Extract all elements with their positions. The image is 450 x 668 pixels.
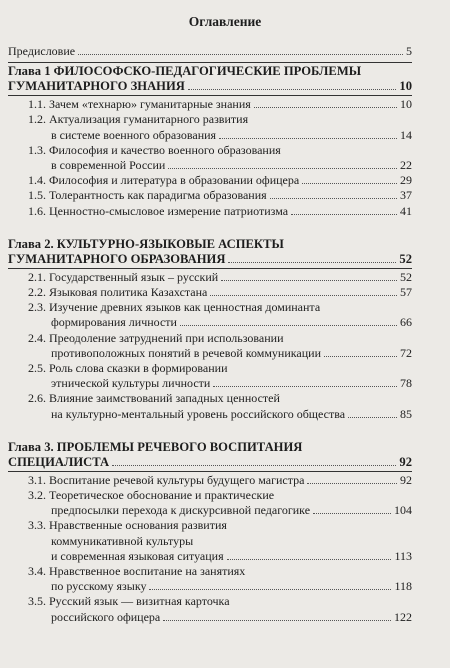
- toc-entry-line: [8, 549, 412, 564]
- toc-entry[interactable]: [8, 204, 412, 219]
- separator-line: [8, 95, 412, 96]
- toc-entry-line: [8, 579, 412, 594]
- chapter-list: [8, 62, 412, 625]
- toc-entry-line: [8, 407, 412, 422]
- toc-entry-text: 1.5. Толерантность как парадигма образования: [28, 188, 267, 203]
- toc-entry-page: 92: [400, 472, 412, 487]
- toc-entry-preface[interactable]: [8, 44, 412, 59]
- toc-entry-text: 1.6. Ценностно-смысловое измерение патриотизма: [28, 203, 289, 218]
- toc-entry-page: 78: [400, 376, 412, 391]
- dot-leader: [313, 513, 391, 514]
- toc-entry-line: [8, 128, 412, 143]
- toc-entry-page: 37: [400, 188, 412, 203]
- chapter-2: [8, 237, 412, 422]
- toc-entry-line: [8, 97, 412, 112]
- toc-entry-text: 2.2. Языковая политика Казахстана: [28, 285, 208, 300]
- toc-entry-line: [8, 346, 412, 361]
- chapter-page: 52: [399, 251, 412, 266]
- toc-entry[interactable]: [8, 270, 412, 285]
- dot-leader: [324, 356, 397, 357]
- toc-entry[interactable]: [8, 594, 412, 624]
- dot-leader: [213, 386, 397, 387]
- dot-leader: [149, 589, 391, 590]
- chapter-title-text: СПЕЦИАЛИСТА: [8, 454, 110, 469]
- chapter-3: [8, 440, 412, 625]
- toc-entry-text: российского офицера: [51, 609, 161, 624]
- dot-leader: [307, 483, 397, 484]
- toc-entry[interactable]: [8, 473, 412, 488]
- toc-entry-text: этнической культуры личности: [51, 376, 211, 391]
- toc-entry-text: по русскому языку: [51, 579, 147, 594]
- dot-leader: [227, 559, 392, 560]
- toc-entry-line: [8, 610, 412, 625]
- toc-entry-line: [8, 204, 412, 219]
- toc-entry[interactable]: [8, 188, 412, 203]
- toc-entry-text: 3.4. Нравственное воспитание на занятиях: [28, 564, 246, 579]
- dot-leader: [78, 54, 403, 55]
- toc-entry[interactable]: [8, 564, 412, 594]
- toc-entry[interactable]: [8, 173, 412, 188]
- toc-entry[interactable]: [8, 331, 412, 361]
- dot-leader: [219, 138, 397, 139]
- table-of-contents: [8, 44, 412, 625]
- toc-entry-text: 2.3. Изучение древних языков как ценностная доминанта: [28, 300, 321, 315]
- chapter-page: 10: [399, 79, 412, 94]
- toc-entry-text: предпосылки перехода к дискурсивной педагогике: [51, 503, 311, 518]
- toc-entry-page: 52: [400, 269, 412, 284]
- toc-entry-page: 104: [394, 503, 412, 518]
- toc-entry-text: формирования личности: [51, 315, 177, 330]
- toc-entry-text: 2.5. Роль слова сказки в формировании: [28, 361, 228, 376]
- toc-entry-text: Предисловие: [8, 44, 76, 58]
- dot-leader: [254, 107, 397, 108]
- toc-entry-page: 29: [400, 173, 412, 188]
- dot-leader: [270, 198, 397, 199]
- toc-heading: Оглавление: [188, 14, 262, 29]
- dot-leader: [228, 262, 396, 263]
- dot-leader: [221, 280, 397, 281]
- toc-entry-line: [8, 285, 412, 300]
- dot-leader: [291, 214, 397, 215]
- toc-entry-text: 1.4. Философия и литература в образовании офицера: [28, 173, 300, 188]
- toc-entry[interactable]: [8, 361, 412, 391]
- separator-line: [8, 268, 412, 269]
- toc-entry-text: 1.1. Зачем «технарю» гуманитарные знания: [28, 97, 251, 112]
- toc-entry-line: [8, 376, 412, 391]
- toc-entry-line: [8, 503, 412, 518]
- toc-entry-text: в системе военного образования: [51, 127, 217, 142]
- toc-entry-text: 2.1. Государственный язык – русский: [28, 269, 219, 284]
- toc-entry-text: противоположных понятий в речевой коммуникации: [51, 345, 322, 360]
- toc-entry[interactable]: [8, 112, 412, 142]
- chapter-title-text: ГУМАНИТАРНОГО ЗНАНИЯ: [8, 79, 185, 94]
- toc-entry-page: 85: [400, 406, 412, 421]
- toc-entry-line: [8, 188, 412, 203]
- toc-entry-text: 1.3. Философия и качество военного образования: [28, 142, 281, 157]
- toc-entry-text: в современной России: [51, 158, 166, 173]
- chapter-title-line2[interactable]: [8, 252, 412, 267]
- chapter-title-line2[interactable]: [8, 455, 412, 470]
- toc-entry-text: и современная языковая ситуация: [51, 548, 224, 563]
- dot-leader: [163, 620, 391, 621]
- toc-entry-text: 3.2. Теоретическое обоснование и практические: [28, 488, 275, 503]
- dot-leader: [112, 465, 396, 466]
- chapter-title-line2[interactable]: [8, 79, 412, 94]
- dot-leader: [168, 168, 397, 169]
- dot-leader: [188, 89, 397, 90]
- toc-entry[interactable]: [8, 518, 412, 564]
- toc-entry-page: 72: [400, 345, 412, 360]
- toc-entry-page: 57: [400, 285, 412, 300]
- toc-entry-text: 3.1. Воспитание речевой культуры будущего магистра: [28, 472, 305, 487]
- toc-entry-page: 41: [400, 203, 412, 218]
- toc-entry-line: [8, 270, 412, 285]
- toc-entry-page: 14: [400, 127, 412, 142]
- chapter-title-line1[interactable]: Глава 1 ФИЛОСОФСКО-ПЕДАГОГИЧЕСКИЕ ПРОБЛЕМЫ: [8, 64, 362, 79]
- toc-entry[interactable]: [8, 488, 412, 518]
- toc-entry-line: [8, 315, 412, 330]
- toc-entry-page: 118: [394, 579, 412, 594]
- chapter-1: [8, 62, 412, 219]
- toc-entry-line: [8, 473, 412, 488]
- dot-leader: [210, 295, 397, 296]
- toc-entry[interactable]: [8, 391, 412, 421]
- toc-entry[interactable]: [8, 143, 412, 173]
- toc-entry[interactable]: [8, 285, 412, 300]
- toc-entry-text: коммуникативной культуры: [51, 533, 194, 548]
- toc-entry-page: 22: [400, 158, 412, 173]
- toc-entry-page: 122: [394, 609, 412, 624]
- chapter-page: 92: [399, 454, 412, 469]
- separator-line: [8, 471, 412, 472]
- toc-entry-page: 5: [406, 44, 412, 58]
- toc-entry-line: [8, 173, 412, 188]
- separator-line: [8, 62, 412, 63]
- toc-entry-text: 2.4. Преодоление затруднений при использовании: [28, 330, 284, 345]
- toc-entry-page: 113: [394, 548, 412, 563]
- toc-entry-text: 2.6. Влияние заимствований западных ценностей: [28, 391, 280, 406]
- toc-entry[interactable]: [8, 300, 412, 330]
- chapter-title-line1[interactable]: Глава 3. ПРОБЛЕМЫ РЕЧЕВОГО ВОСПИТАНИЯ: [8, 439, 303, 454]
- toc-entry-line: [8, 158, 412, 173]
- toc-entry[interactable]: [8, 97, 412, 112]
- toc-entry-text: 3.3. Нравственные основания развития: [28, 518, 227, 533]
- chapter-title-line1[interactable]: Глава 2. КУЛЬТУРНО-ЯЗЫКОВЫЕ АСПЕКТЫ: [8, 236, 284, 251]
- toc-entry-text: на культурно-ментальный уровень российского общества: [51, 406, 346, 421]
- dot-leader: [180, 325, 397, 326]
- toc-entry-text: 3.5. Русский язык — визитная карточка: [28, 594, 230, 609]
- dot-leader: [348, 417, 397, 418]
- dot-leader: [302, 183, 397, 184]
- toc-entry-page: 66: [400, 315, 412, 330]
- chapter-title-text: ГУМАНИТАРНОГО ОБРАЗОВАНИЯ: [8, 251, 226, 266]
- toc-entry-page: 10: [400, 97, 412, 112]
- toc-entry-text: 1.2. Актуализация гуманитарного развития: [28, 112, 249, 127]
